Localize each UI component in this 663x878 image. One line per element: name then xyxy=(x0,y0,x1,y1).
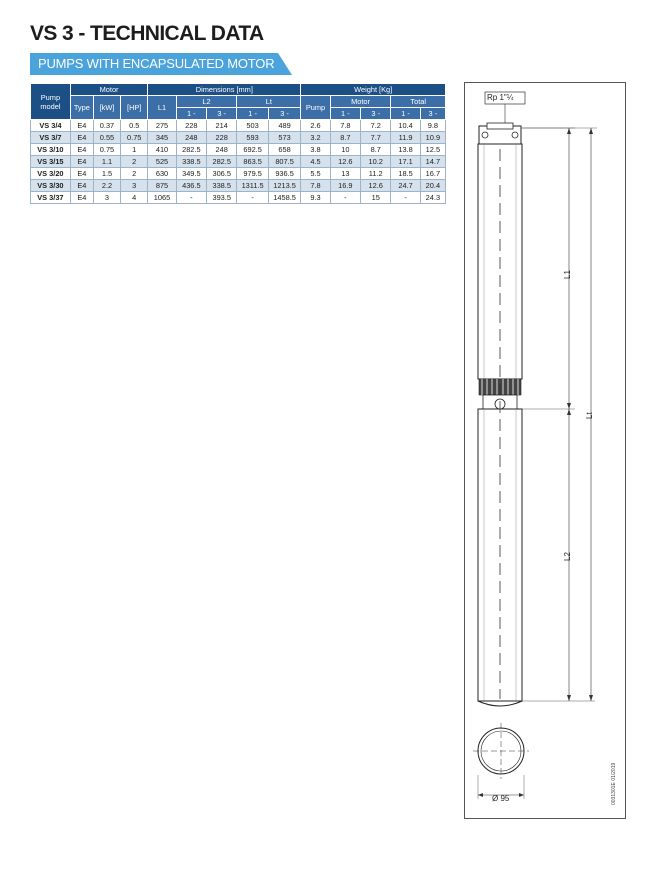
table-cell: 3.8 xyxy=(301,144,330,156)
table-cell: 525 xyxy=(148,156,176,168)
table-cell: 24.7 xyxy=(391,180,420,192)
pump-model-cell: VS 3/15 xyxy=(31,156,71,168)
table-row xyxy=(31,168,446,180)
table-cell: 15 xyxy=(361,192,391,204)
header-motor: Motor xyxy=(70,84,148,96)
table-cell: 10.2 xyxy=(361,156,391,168)
header-l2: L2 xyxy=(176,96,237,108)
table-cell: 875 xyxy=(148,180,176,192)
table-cell: 489 xyxy=(268,120,301,132)
table-cell: 275 xyxy=(148,120,176,132)
header-kw: [kW] xyxy=(93,96,120,120)
table-cell: 7.8 xyxy=(330,120,360,132)
table-cell: - xyxy=(176,192,206,204)
table-cell: 10 xyxy=(330,144,360,156)
table-cell: 7.8 xyxy=(301,180,330,192)
pump-model-cell: VS 3/7 xyxy=(31,132,71,144)
pump-model-cell: VS 3/10 xyxy=(31,144,71,156)
table-cell: 338.5 xyxy=(176,156,206,168)
technical-data-table xyxy=(30,83,446,204)
table-cell: 0.55 xyxy=(93,132,120,144)
table-cell: 807.5 xyxy=(268,156,301,168)
table-cell: 4.5 xyxy=(301,156,330,168)
table-cell: 1 xyxy=(121,144,148,156)
diameter-label: Ø 95 xyxy=(492,794,510,803)
table-cell: 10.4 xyxy=(391,120,420,132)
table-cell: 338.5 xyxy=(207,180,237,192)
table-cell: 8.7 xyxy=(361,144,391,156)
header-total-3ph: 3 - xyxy=(420,108,445,120)
table-cell: 0.75 xyxy=(93,144,120,156)
table-cell: E4 xyxy=(70,168,93,180)
table-cell: 410 xyxy=(148,144,176,156)
table-row xyxy=(31,144,446,156)
table-cell: 2.2 xyxy=(93,180,120,192)
table-cell: 20.4 xyxy=(420,180,445,192)
table-cell: E4 xyxy=(70,120,93,132)
table-cell: 4 xyxy=(121,192,148,204)
table-cell: 10.9 xyxy=(420,132,445,144)
header-l2-3ph: 3 - xyxy=(207,108,237,120)
table-cell: 7.2 xyxy=(361,120,391,132)
pump-model-cell: VS 3/4 xyxy=(31,120,71,132)
header-weight: Weight [Kg] xyxy=(301,84,446,96)
table-row xyxy=(31,120,446,132)
table-cell: 0.5 xyxy=(121,120,148,132)
table-cell: 1458.5 xyxy=(268,192,301,204)
header-pump: Pump xyxy=(301,96,330,120)
table-cell: 1065 xyxy=(148,192,176,204)
table-cell: 12.5 xyxy=(420,144,445,156)
table-cell: 16.9 xyxy=(330,180,360,192)
table-cell: 2.6 xyxy=(301,120,330,132)
table-cell: 936.5 xyxy=(268,168,301,180)
table-row xyxy=(31,192,446,204)
table-row xyxy=(31,156,446,168)
lt-dimension-label: Lt xyxy=(585,412,594,419)
table-cell: 658 xyxy=(268,144,301,156)
header-type: Type xyxy=(70,96,93,120)
table-cell: 3 xyxy=(93,192,120,204)
table-cell: 2 xyxy=(121,156,148,168)
table-cell: 573 xyxy=(268,132,301,144)
header-lt-1ph: 1 - xyxy=(237,108,268,120)
header-motor-3ph: 3 - xyxy=(361,108,391,120)
table-cell: 9.3 xyxy=(301,192,330,204)
table-cell: 8.7 xyxy=(330,132,360,144)
header-dimensions: Dimensions [mm] xyxy=(148,84,301,96)
table-cell: 16.7 xyxy=(420,168,445,180)
table-row xyxy=(31,180,446,192)
table-cell: 1213.5 xyxy=(268,180,301,192)
header-motor-1ph: 1 - xyxy=(330,108,360,120)
table-cell: 18.5 xyxy=(391,168,420,180)
table-cell: E4 xyxy=(70,144,93,156)
header-lt: Lt xyxy=(237,96,301,108)
table-cell: 7.7 xyxy=(361,132,391,144)
table-cell: 306.5 xyxy=(207,168,237,180)
page-title: VS 3 - TECHNICAL DATA xyxy=(30,22,264,45)
table-cell: 228 xyxy=(207,132,237,144)
table-cell: 12.6 xyxy=(330,156,360,168)
table-cell: 0.75 xyxy=(121,132,148,144)
rp-thread-label: Rp 1"¼ xyxy=(487,93,514,102)
table-cell: 3 xyxy=(121,180,148,192)
table-cell: 863.5 xyxy=(237,156,268,168)
table-cell: 214 xyxy=(207,120,237,132)
drawing-code: 0031301E 01/2019 xyxy=(611,762,617,805)
table-cell: - xyxy=(237,192,268,204)
header-l1: L1 xyxy=(148,96,176,120)
table-cell: 11.2 xyxy=(361,168,391,180)
table-cell: 1.1 xyxy=(93,156,120,168)
table-cell: 630 xyxy=(148,168,176,180)
table-cell: 2 xyxy=(121,168,148,180)
header-lt-3ph: 3 - xyxy=(268,108,301,120)
table-cell: 503 xyxy=(237,120,268,132)
table-cell: 345 xyxy=(148,132,176,144)
table-cell: 248 xyxy=(176,132,206,144)
table-cell: 593 xyxy=(237,132,268,144)
table-row xyxy=(31,132,446,144)
table-cell: 0.37 xyxy=(93,120,120,132)
header-hp: [HP] xyxy=(121,96,148,120)
l2-dimension-label: L2 xyxy=(563,552,572,561)
table-cell: 248 xyxy=(207,144,237,156)
section-subtitle: PUMPS WITH ENCAPSULATED MOTOR xyxy=(38,56,275,71)
table-cell: E4 xyxy=(70,180,93,192)
header-l2-1ph: 1 - xyxy=(176,108,206,120)
table-cell: 17.1 xyxy=(391,156,420,168)
table-cell: E4 xyxy=(70,156,93,168)
pump-dimension-drawing xyxy=(464,82,626,819)
table-cell: 5.5 xyxy=(301,168,330,180)
pump-model-cell: VS 3/20 xyxy=(31,168,71,180)
table-cell: 1.5 xyxy=(93,168,120,180)
table-cell: 14.7 xyxy=(420,156,445,168)
pump-outline-svg xyxy=(465,83,625,818)
table-cell: 3.2 xyxy=(301,132,330,144)
table-cell: E4 xyxy=(70,192,93,204)
pump-model-cell: VS 3/37 xyxy=(31,192,71,204)
table-cell: 436.5 xyxy=(176,180,206,192)
table-cell: 9.8 xyxy=(420,120,445,132)
section-banner xyxy=(30,53,292,75)
table-cell: 13.8 xyxy=(391,144,420,156)
table-cell: 979.5 xyxy=(237,168,268,180)
header-total-1ph: 1 - xyxy=(391,108,420,120)
table-cell: E4 xyxy=(70,132,93,144)
l1-dimension-label: L1 xyxy=(563,270,572,279)
header-pump-model: Pump model xyxy=(31,84,71,120)
table-cell: 228 xyxy=(176,120,206,132)
table-cell: 13 xyxy=(330,168,360,180)
table-cell: 11.9 xyxy=(391,132,420,144)
table-cell: 393.5 xyxy=(207,192,237,204)
pump-model-cell: VS 3/30 xyxy=(31,180,71,192)
header-motor-weight: Motor xyxy=(330,96,391,108)
table-cell: - xyxy=(391,192,420,204)
table-cell: 692.5 xyxy=(237,144,268,156)
table-cell: 12.6 xyxy=(361,180,391,192)
table-cell: 282.5 xyxy=(207,156,237,168)
table-cell: - xyxy=(330,192,360,204)
table-cell: 282.5 xyxy=(176,144,206,156)
table-cell: 1311.5 xyxy=(237,180,268,192)
table-cell: 349.5 xyxy=(176,168,206,180)
header-total: Total xyxy=(391,96,446,108)
table-cell: 24.3 xyxy=(420,192,445,204)
